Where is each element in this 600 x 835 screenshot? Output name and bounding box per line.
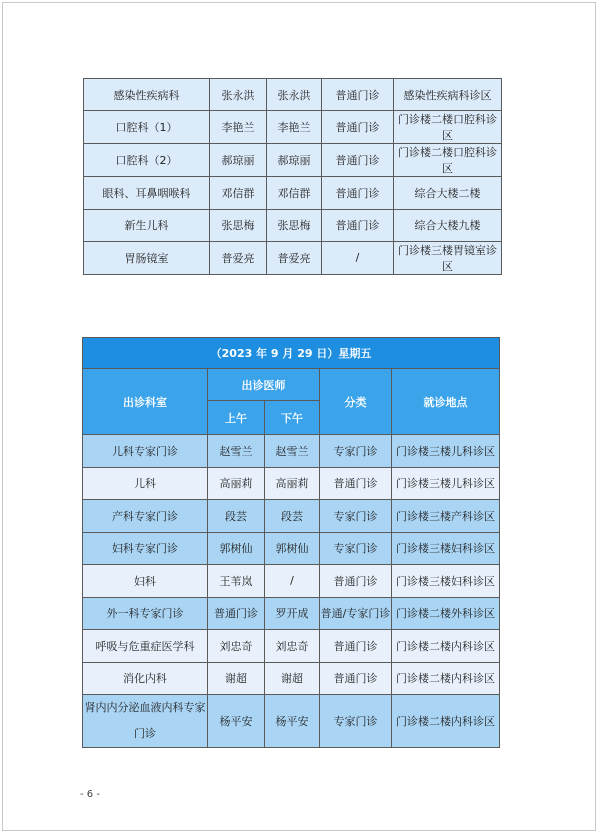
table-row: [83, 597, 500, 630]
pm-doctor-cell: 杨平安: [265, 695, 320, 748]
table-row: [84, 79, 502, 111]
dept-cell: 外一科专家门诊: [83, 597, 208, 630]
type-cell: 专家门诊: [320, 695, 392, 748]
type-cell: 普通门诊: [322, 79, 394, 111]
location-cell: 感染性疾病科诊区: [394, 79, 502, 111]
dept-cell: [83, 695, 208, 748]
type-cell: 普通门诊: [320, 662, 392, 695]
type-cell: 专家门诊: [320, 532, 392, 565]
location-cell: 门诊楼三楼妇科诊区: [392, 532, 500, 565]
pm-doctor-cell: 刘忠奇: [265, 630, 320, 663]
location-cell: 门诊楼三楼产科诊区: [392, 500, 500, 533]
date-header-row: [83, 338, 500, 369]
dept-cell: 儿科专家门诊: [83, 435, 208, 468]
location-cell: 门诊楼二楼内科诊区: [392, 630, 500, 663]
header-doctor: 出诊医师: [208, 369, 320, 401]
table-row: [83, 435, 500, 468]
table-row: [83, 565, 500, 598]
type-cell: 普通门诊: [320, 630, 392, 663]
header-pm: 下午: [265, 401, 320, 435]
location-cell: 门诊楼三楼妇科诊区: [392, 565, 500, 598]
header-type: 分类: [320, 369, 392, 435]
dept-cell: 眼科、耳鼻咽喉科: [84, 177, 210, 209]
am-doctor-cell: 邓信群: [210, 177, 267, 209]
table-row: [83, 500, 500, 533]
location-cell: 门诊楼二楼口腔科诊区: [394, 111, 502, 144]
am-doctor-cell: 段芸: [208, 500, 265, 533]
am-doctor-cell: 高丽莉: [208, 467, 265, 500]
am-doctor-cell: 张永洪: [210, 79, 267, 111]
type-cell: 普通门诊: [320, 565, 392, 598]
pm-doctor-cell: 罗开成: [265, 597, 320, 630]
table-row: [83, 662, 500, 695]
dept-cell: 口腔科（1）: [84, 111, 210, 144]
dept-cell-text: 肾内内分泌血液内科专家门诊: [84, 701, 206, 740]
pm-doctor-cell: 郝琼丽: [267, 144, 322, 177]
dept-cell: 胃肠镜室: [84, 241, 210, 274]
pm-doctor-cell: 谢超: [265, 662, 320, 695]
am-doctor-cell: 谢超: [208, 662, 265, 695]
table-row: [84, 111, 502, 144]
dept-cell: 感染性疾病科: [84, 79, 210, 111]
dept-cell: 消化内科: [83, 662, 208, 695]
table-row: [84, 241, 502, 274]
am-doctor-cell: 杨平安: [208, 695, 265, 748]
location-cell: 门诊楼三楼胃镜室诊区: [394, 241, 502, 274]
type-cell: 专家门诊: [320, 500, 392, 533]
type-cell: 普通/专家门诊: [320, 597, 392, 630]
location-cell: 门诊楼二楼外科诊区: [392, 597, 500, 630]
header-location: 就诊地点: [392, 369, 500, 435]
dept-cell: 新生儿科: [84, 209, 210, 241]
dept-cell: 妇科: [83, 565, 208, 598]
pm-doctor-cell: 郭树仙: [265, 532, 320, 565]
type-cell: 普通门诊: [322, 144, 394, 177]
location-cell: 门诊楼二楼口腔科诊区: [394, 144, 502, 177]
table-row: [84, 177, 502, 209]
am-doctor-cell: 王苇岚: [208, 565, 265, 598]
type-cell: 专家门诊: [320, 435, 392, 468]
type-cell: 普通门诊: [322, 111, 394, 144]
header-am: 上午: [208, 401, 265, 435]
type-cell: 普通门诊: [322, 209, 394, 241]
am-doctor-cell: 刘忠奇: [208, 630, 265, 663]
dept-cell: 妇科专家门诊: [83, 532, 208, 565]
am-doctor-cell: 郭树仙: [208, 532, 265, 565]
table-row: [84, 144, 502, 177]
pm-doctor-cell: 张思梅: [267, 209, 322, 241]
location-cell: 门诊楼三楼儿科诊区: [392, 435, 500, 468]
type-cell: 普通门诊: [320, 467, 392, 500]
dept-cell: 呼吸与危重症医学科: [83, 630, 208, 663]
table-row: [83, 630, 500, 663]
schedule-table-sep29: [82, 337, 500, 748]
header-row: [83, 369, 500, 401]
am-doctor-cell: 普通门诊: [208, 597, 265, 630]
pm-doctor-cell: 高丽莉: [265, 467, 320, 500]
location-cell: 门诊楼三楼儿科诊区: [392, 467, 500, 500]
location-cell: 门诊楼二楼内科诊区: [392, 695, 500, 748]
schedule-table-continued: [83, 78, 502, 275]
pm-doctor-cell: 邓信群: [267, 177, 322, 209]
am-doctor-cell: 普爱亮: [210, 241, 267, 274]
page-number: - 6 -: [80, 789, 100, 800]
location-cell: 综合大楼二楼: [394, 177, 502, 209]
am-doctor-cell: 郝琼丽: [210, 144, 267, 177]
table-row: [83, 695, 500, 748]
dept-cell: 口腔科（2）: [84, 144, 210, 177]
am-doctor-cell: 张思梅: [210, 209, 267, 241]
type-cell: /: [322, 241, 394, 274]
pm-doctor-cell: 段芸: [265, 500, 320, 533]
date-title: （2023 年 9 月 29 日）星期五: [83, 338, 500, 369]
table-row: [84, 209, 502, 241]
dept-cell: 儿科: [83, 467, 208, 500]
pm-doctor-cell: 李艳兰: [267, 111, 322, 144]
location-cell: 门诊楼二楼内科诊区: [392, 662, 500, 695]
table-row: [83, 532, 500, 565]
dept-cell: 产科专家门诊: [83, 500, 208, 533]
am-doctor-cell: 李艳兰: [210, 111, 267, 144]
pm-doctor-cell: 普爱亮: [267, 241, 322, 274]
am-doctor-cell: 赵雪兰: [208, 435, 265, 468]
location-cell: 综合大楼九楼: [394, 209, 502, 241]
header-dept: 出诊科室: [83, 369, 208, 435]
type-cell: 普通门诊: [322, 177, 394, 209]
pm-doctor-cell: 赵雪兰: [265, 435, 320, 468]
pm-doctor-cell: /: [265, 565, 320, 598]
pm-doctor-cell: 张永洪: [267, 79, 322, 111]
table-row: [83, 467, 500, 500]
